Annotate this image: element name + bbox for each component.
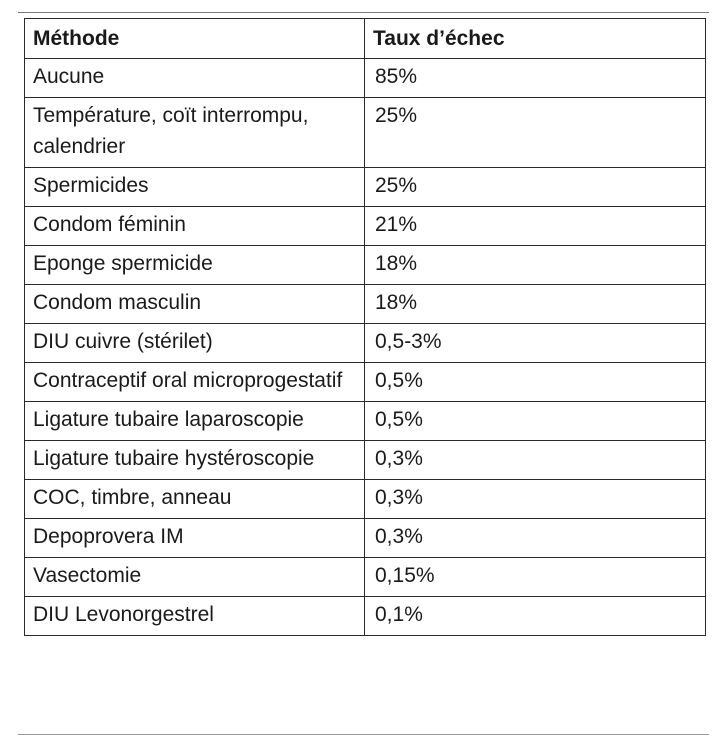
header-method: Méthode	[25, 19, 365, 59]
method-cell: Depoprovera IM	[25, 519, 365, 558]
header-failure-rate: Taux d’échec	[365, 19, 706, 59]
table-row	[25, 363, 706, 402]
method-cell: Contraceptif oral microprogestatif	[25, 363, 365, 402]
table-row	[25, 597, 706, 636]
rate-cell: 0,15%	[365, 558, 706, 597]
rate-cell: 0,3%	[365, 519, 706, 558]
top-rule	[18, 12, 709, 13]
method-cell: Ligature tubaire hystéroscopie	[25, 441, 365, 480]
method-cell: Eponge spermicide	[25, 246, 365, 285]
rate-cell: 18%	[365, 285, 706, 324]
table-row	[25, 480, 706, 519]
table-row	[25, 441, 706, 480]
rate-cell: 25%	[365, 168, 706, 207]
method-cell: Ligature tubaire laparoscopie	[25, 402, 365, 441]
method-cell: DIU Levonorgestrel	[25, 597, 365, 636]
table-row	[25, 402, 706, 441]
contraception-failure-table	[24, 18, 706, 636]
method-cell: Condom féminin	[25, 207, 365, 246]
method-cell: Condom masculin	[25, 285, 365, 324]
table-row	[25, 558, 706, 597]
rate-cell: 85%	[365, 59, 706, 98]
rate-cell: 18%	[365, 246, 706, 285]
method-cell: Spermicides	[25, 168, 365, 207]
method-cell: Température, coït interrompu, calendrier	[25, 98, 365, 168]
method-cell: Vasectomie	[25, 558, 365, 597]
table-row	[25, 98, 706, 168]
rate-cell: 0,1%	[365, 597, 706, 636]
rate-cell: 21%	[365, 207, 706, 246]
table-row	[25, 207, 706, 246]
table-row	[25, 246, 706, 285]
table-row	[25, 168, 706, 207]
method-cell: COC, timbre, anneau	[25, 480, 365, 519]
rate-cell: 0,5%	[365, 402, 706, 441]
bottom-rule	[18, 734, 709, 735]
rate-cell: 0,5%	[365, 363, 706, 402]
rate-cell: 25%	[365, 98, 706, 168]
table-row	[25, 285, 706, 324]
rate-cell: 0,3%	[365, 480, 706, 519]
method-cell: Aucune	[25, 59, 365, 98]
table-row	[25, 324, 706, 363]
table-row	[25, 59, 706, 98]
rate-cell: 0,5-3%	[365, 324, 706, 363]
method-cell: DIU cuivre (stérilet)	[25, 324, 365, 363]
header-row	[25, 19, 706, 59]
table-row	[25, 519, 706, 558]
rate-cell: 0,3%	[365, 441, 706, 480]
